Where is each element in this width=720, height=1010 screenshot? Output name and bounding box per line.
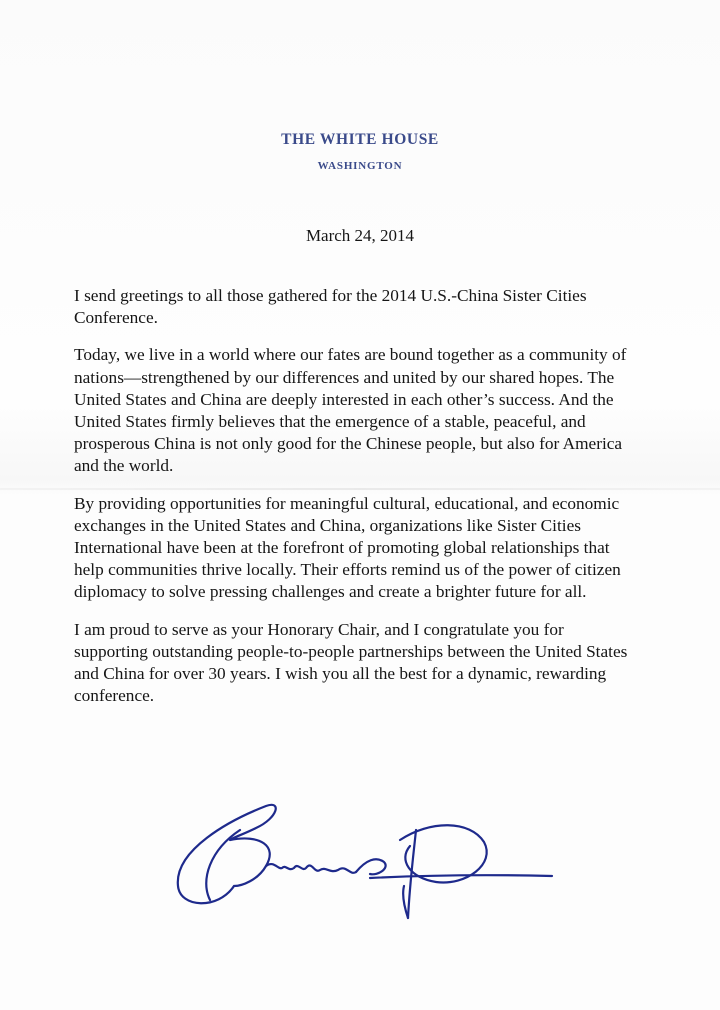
letter-body: [74, 285, 634, 722]
letter-date: March 24, 2014: [305, 226, 415, 245]
paragraph-honorary-chair: I am proud to serve as your Honorary Chair, and I congratulate you for supporting outstanding people-to-people partnerships between the United States and China for over 30 years. I wish you all the best for a dynamic, rewarding conference.: [74, 619, 628, 706]
paragraph-exchanges: By providing opportunities for meaningful cultural, educational, and economic exchanges in the United States and China, organizations like Sister Cities International have been at the forefront of promoting global relationships that help communities thrive locally. Their efforts remind us of the power of citizen diplomacy to solve pressing challenges and create a brighter future for all.: [74, 493, 621, 602]
letterhead-title: THE WHITE HOUSE: [281, 131, 439, 148]
handwritten-signature: [170, 790, 560, 930]
paragraph-shared-hopes: Today, we live in a world where our fates are bound together as a community of nations—strengthened by our differences and united by our shared hopes. The United States and China are deeply interested in each other’s success. And the United States firmly believes that the emergence of a stable, peaceful, and prosperous China is not only good for the Chinese people, but also for America and the world.: [74, 345, 627, 476]
letterhead-subtitle: WASHINGTON: [317, 160, 403, 172]
paragraph-greeting: I send greetings to all those gathered for the 2014 U.S.-China Sister Cities Conference.: [74, 286, 587, 328]
